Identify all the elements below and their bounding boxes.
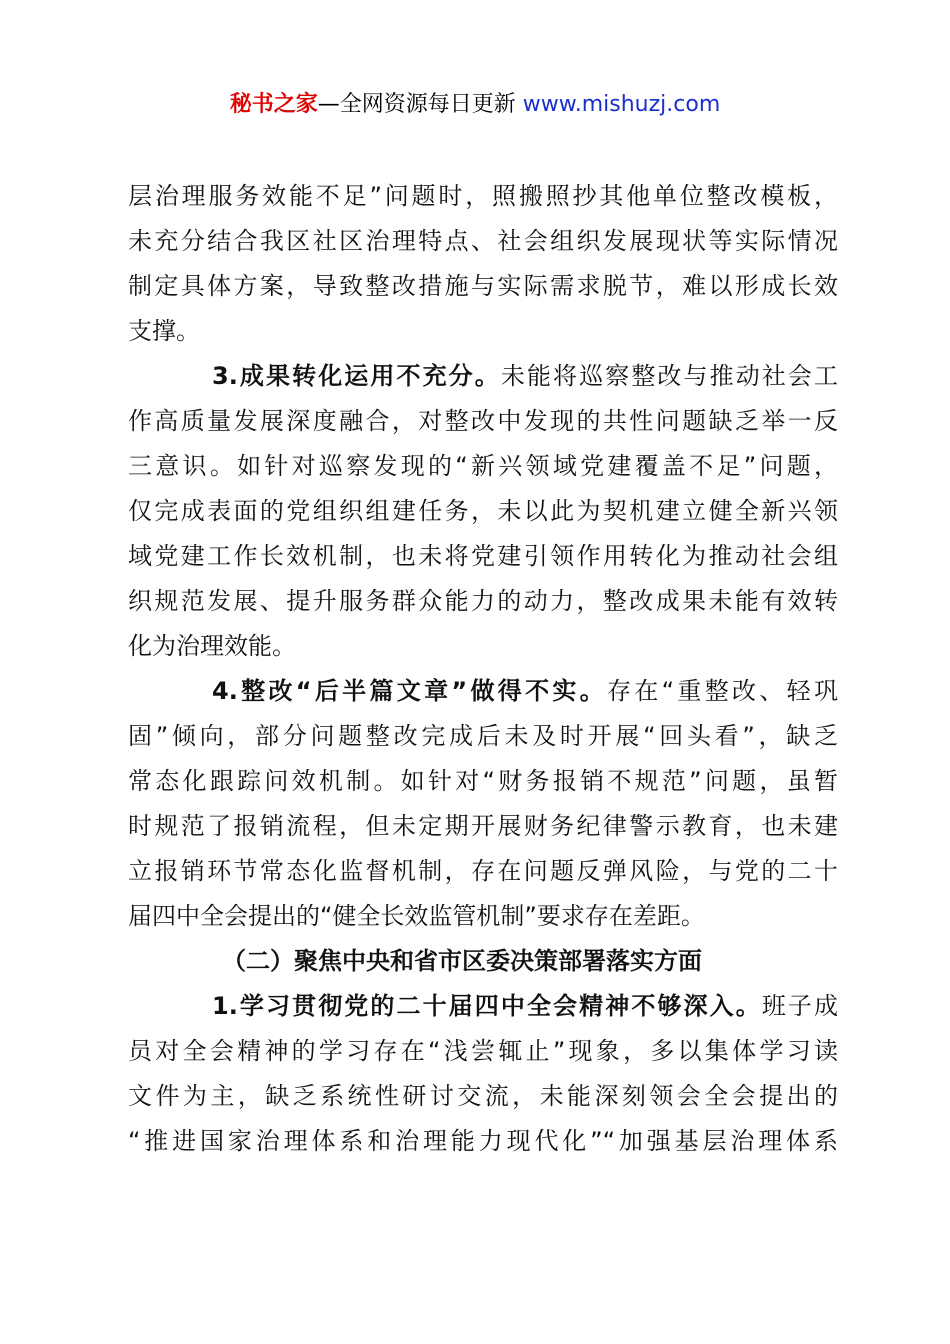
- body-line: 作高质量发展深度融合，对整改中发现的共性问题缺乏举一反: [128, 407, 838, 435]
- section-heading: （二）聚焦中央和省市区委决策部署落实方面: [222, 947, 702, 975]
- subheading-line: 1.学习贯彻党的二十届四中全会精神不够深入。班子成: [212, 992, 838, 1020]
- body-line: 时规范了报销流程，但未定期开展财务纪律警示教育，也未建: [128, 812, 838, 840]
- subheading-line: 3.成果转化运用不充分。未能将巡察整改与推动社会工: [212, 362, 838, 390]
- body-line: 未充分结合我区社区治理特点、社会组织发展现状等实际情况: [128, 227, 838, 255]
- body-line: 层治理服务效能不足”问题时，照搬照抄其他单位整改模板，: [128, 182, 838, 210]
- header-slogan: —全网资源每日更新: [317, 92, 523, 117]
- body-line: 常态化跟踪问效机制。如针对“财务报销不规范”问题，虽暂: [128, 767, 838, 795]
- paragraph-end-line: 化为治理效能。: [128, 632, 296, 660]
- body-line: 三意识。如针对巡察发现的“新兴领域党建覆盖不足”问题，: [128, 452, 838, 480]
- subheading-1: 1.学习贯彻党的二十届四中全会精神不够深入。: [212, 992, 762, 1020]
- document-body: [128, 174, 838, 1164]
- body-line: 制定具体方案，导致整改措施与实际需求脱节，难以形成长效: [128, 272, 838, 300]
- paragraph-end-line: 支撑。: [128, 317, 200, 345]
- page-header: [0, 88, 950, 122]
- body-line: “推进国家治理体系和治理能力现代化”“加强基层治理体系: [128, 1127, 838, 1155]
- subheading-line: 4.整改“后半篇文章”做得不实。存在“重整改、轻巩: [212, 677, 838, 705]
- body-line: 立报销环节常态化监督机制，存在问题反弹风险，与党的二十: [128, 857, 838, 885]
- paragraph-end-line: 届四中全会提出的“健全长效监管机制”要求存在差距。: [128, 902, 705, 930]
- header-url[interactable]: www.mishuzj.com: [522, 92, 721, 117]
- subheading-3: 3.成果转化运用不充分。: [212, 362, 501, 390]
- subheading-4: 4.整改“后半篇文章”做得不实。: [212, 677, 608, 705]
- body-line: 员对全会精神的学习存在“浅尝辄止”现象，多以集体学习读: [128, 1037, 838, 1065]
- body-line: 文件为主，缺乏系统性研讨交流，未能深刻领会全会提出的: [128, 1082, 838, 1110]
- body-line: 固”倾向，部分问题整改完成后未及时开展“回头看”，缺乏: [128, 722, 838, 750]
- body-line: 仅完成表面的党组织组建任务，未以此为契机建立健全新兴领: [128, 497, 838, 525]
- body-line: 织规范发展、提升服务群众能力的动力，整改成果未能有效转: [128, 587, 838, 615]
- body-line: 域党建工作长效机制，也未将党建引领作用转化为推动社会组: [128, 542, 838, 570]
- header-brand: 秘书之家: [229, 92, 318, 117]
